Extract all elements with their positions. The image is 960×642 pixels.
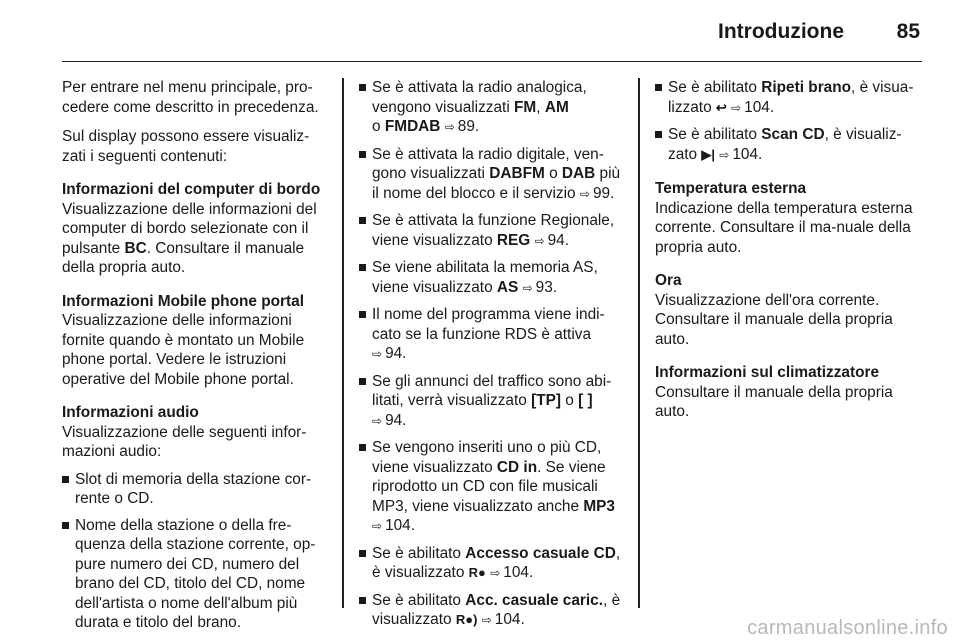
page-reference: ⇨ 104. (482, 611, 525, 628)
section-ora (655, 271, 925, 349)
section-heading: Ora (655, 272, 682, 289)
column-divider-2 (638, 78, 640, 608)
section-temperatura-esterna (655, 179, 925, 257)
page-reference: ⇨ 94. (372, 345, 406, 362)
list-item: Se gli annunci del traffico sono abi-litati, verrà visualizzato [TP] o [ ] ⇨ 94. (359, 372, 625, 432)
section-heading: Informazioni audio (62, 404, 199, 421)
page-reference: ⇨ 99. (580, 185, 614, 202)
column-1 (62, 78, 328, 640)
page-number: 85 (896, 20, 920, 43)
list-item: Se vengono inseriti uno o più CD, viene visualizzato CD in. Se viene riprodotto un CD con file musicali MP3, viene visualizzato anche MP3 ⇨ 104. (359, 438, 625, 537)
column-3 (655, 78, 925, 436)
list-item: Nome della stazione o della fre-quenza della stazione corrente, op-pure numero dei CD, numero del brano del CD, titolo del CD, nome dell'artista o nome dell'album più durata e titolo del brano. (62, 516, 328, 633)
section-text: Visualizzazione delle informazioni del computer di bordo selezionate con il pulsante BC. Consultare il manuale della propria auto. (62, 200, 317, 276)
page-reference: ⇨ 104. (731, 99, 774, 116)
page-reference: ⇨ 94. (535, 232, 569, 249)
list-item: Se è abilitato Acc. casuale caric., è visualizzato R●) ⇨ 104. (359, 591, 625, 631)
page-header (62, 0, 922, 62)
section-text: Visualizzazione delle seguenti infor-mazioni audio: (62, 423, 307, 460)
list-item: Se è abilitato Scan CD, è visualiz-zato ▶| ⇨ 104. (655, 125, 925, 165)
intro-paragraph-1: Per entrare nel menu principale, pro-cedere come descritto in precedenza. (62, 79, 319, 116)
list-item: Se è abilitato Accesso casuale CD, è visualizzato R● ⇨ 104. (359, 544, 625, 584)
watermark: carmanualsonline.info (747, 617, 948, 639)
intro-paragraph-2: Sul display possono essere visualiz-zati i seguenti contenuti: (62, 128, 310, 165)
list-item: Se è abilitato Ripeti brano, è visua-lizzato ↩ ⇨ 104. (655, 78, 925, 118)
bc-button-label: BC (124, 239, 147, 257)
list-item: Slot di memoria della stazione cor-rente o CD. (62, 470, 328, 509)
random-magazine-icon: R●) (455, 612, 478, 627)
page-reference: ⇨ 104. (719, 146, 762, 163)
section-computer-di-bordo (62, 180, 328, 278)
page-reference: ⇨ 94. (372, 412, 406, 429)
list-item: Se è attivata la funzione Regionale, viene visualizzato REG ⇨ 94. (359, 211, 625, 251)
section-text: Visualizzazione delle informazioni fornite quando è montato un Mobile phone portal. Vedere le istruzioni operative del Mobile phone portal. (62, 312, 305, 388)
repeat-icon: ↩ (715, 99, 727, 115)
page-title: Introduzione (718, 20, 844, 43)
scan-icon: ▶| (701, 146, 716, 162)
page-reference: ⇨ 104. (490, 564, 533, 581)
section-text: Consultare il manuale della propria auto. (655, 383, 893, 420)
section-text: Visualizzazione dell'ora corrente. Consultare il manuale della propria auto. (655, 291, 893, 348)
section-heading: Informazioni Mobile phone portal (62, 292, 304, 310)
list-item: Se è attivata la radio digitale, ven-gono visualizzati DABFM o DAB più il nome del blocco e il servizio ⇨ 99. (359, 145, 625, 205)
section-climatizzatore (655, 363, 925, 422)
random-cd-icon: R● (468, 565, 486, 580)
section-text: Indicazione della temperatura esterna corrente. Consultare il ma-nuale della propria auto. (655, 199, 913, 256)
list-item: Se è attivata la radio analogica, vengono visualizzati FM, AM o FMDAB ⇨ 89. (359, 78, 625, 138)
page-reference: ⇨ 89. (445, 118, 479, 135)
section-mobile-phone-portal (62, 292, 328, 390)
list-item: Se viene abilitata la memoria AS, viene visualizzato AS ⇨ 93. (359, 258, 625, 298)
page-reference: ⇨ 93. (523, 279, 557, 296)
section-heading: Temperatura esterna (655, 180, 807, 197)
list-item: Il nome del programma viene indi-cato se la funzione RDS è attiva ⇨ 94. (359, 305, 625, 365)
section-heading: Informazioni del computer di bordo (62, 181, 321, 198)
section-heading: Informazioni sul climatizzatore (655, 364, 880, 381)
column-divider-1 (342, 78, 344, 608)
column-2 (359, 78, 625, 638)
page-reference: ⇨ 104. (372, 517, 415, 534)
section-audio (62, 403, 328, 462)
